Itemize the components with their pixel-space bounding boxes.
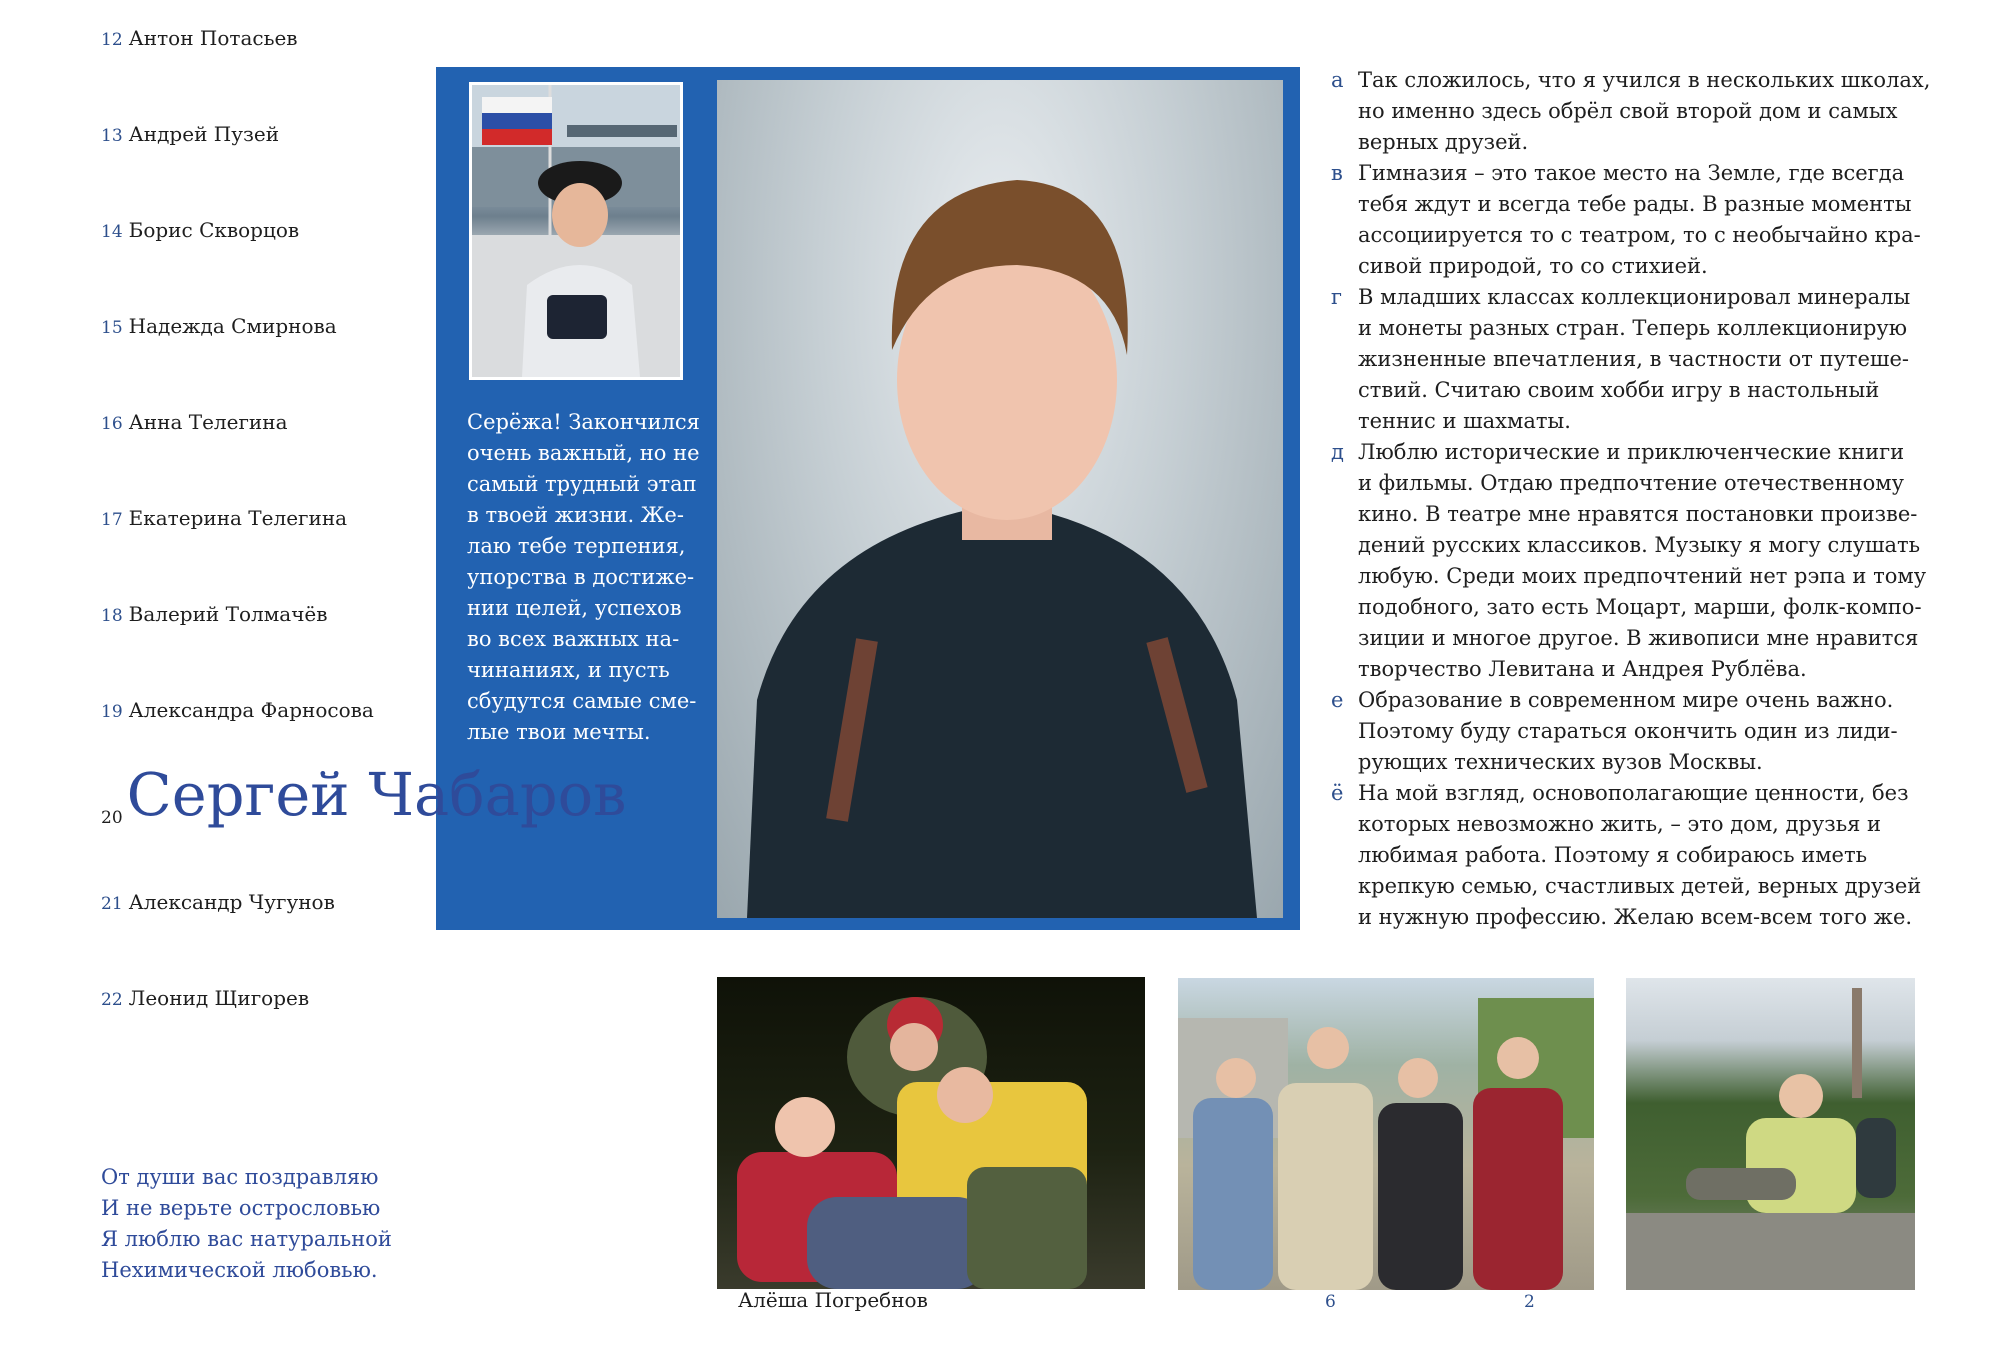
answer-line: зиции и многое другое. В живописи мне нравится <box>1358 626 1919 650</box>
answer-line: ассоциируется то с театром, то с необычайно кра- <box>1358 223 1921 247</box>
roster-name: Анна Телегина <box>128 410 288 434</box>
answer-line: На мой взгляд, основополагающие ценности, без <box>1358 781 1909 805</box>
wishes-line: самый трудный этап <box>467 472 697 496</box>
answer-letter: г <box>1331 285 1343 309</box>
roster-name: Александр Чугунов <box>128 890 335 914</box>
roster-name: Антон Потасьев <box>128 26 298 50</box>
roster-name: Леонид Щигорев <box>128 986 310 1010</box>
answer-line: кино. В театре мне нравятся постановки произве- <box>1358 502 1918 526</box>
student-name-title: Сергей Чабаров <box>126 760 627 829</box>
answer-item <box>1331 437 1971 685</box>
answer-line: В младших классах коллекционировал минералы <box>1358 285 1911 309</box>
poem-line: От души вас поздравляю <box>101 1165 379 1189</box>
answer-line: Так сложилось, что я учился в нескольких школах, <box>1358 68 1931 92</box>
answer-line: Образование в современном мире очень важно. <box>1358 688 1894 712</box>
roster-number: 16 <box>101 414 123 434</box>
answer-line: и фильмы. Отдаю предпочтение отечественному <box>1358 471 1904 495</box>
answer-line: подобного, зато есть Моцарт, марши, фолк-компо- <box>1358 595 1922 619</box>
parapet-photo <box>1626 978 1915 1290</box>
childhood-photo <box>469 82 683 380</box>
roster-number: 13 <box>101 126 123 146</box>
roster-number: 21 <box>101 894 123 914</box>
answer-line: и монеты разных стран. Теперь коллекционирую <box>1358 316 1908 340</box>
photo-caption: Алёша Погребнов <box>738 1288 928 1312</box>
portrait-photo <box>717 80 1283 918</box>
roster-number: 20 <box>101 808 123 828</box>
answer-line: рующих технических вузов Москвы. <box>1358 750 1763 774</box>
answer-letter: а <box>1331 68 1344 92</box>
roster-name: Екатерина Телегина <box>128 506 348 530</box>
roster-number: 14 <box>101 222 123 242</box>
wishes-line: в твоей жизни. Же- <box>467 503 684 527</box>
photo-caption-number: 6 <box>1325 1292 1336 1312</box>
answer-letter: д <box>1331 440 1344 464</box>
answer-line: но именно здесь обрёл свой второй дом и самых <box>1358 99 1898 123</box>
roster-item <box>101 218 299 242</box>
roster-number: 22 <box>101 990 123 1010</box>
answer-line: творчество Левитана и Андрея Рублёва. <box>1358 657 1807 681</box>
answer-letter: е <box>1331 688 1344 712</box>
wishes-line: Серёжа! Закончился <box>467 410 700 434</box>
questionnaire-answers <box>1331 65 1971 933</box>
answer-line: Поэтому буду стараться окончить один из лиди- <box>1358 719 1898 743</box>
answer-line: Гимназия – это такое место на Земле, где всегда <box>1358 161 1905 185</box>
answer-item <box>1331 158 1971 282</box>
farewell-poem <box>101 1162 392 1286</box>
roster-item <box>101 986 309 1010</box>
answer-letter: ё <box>1331 781 1344 805</box>
roster-number: 19 <box>101 702 123 722</box>
answer-line: и нужную профессию. Желаю всем-всем того же. <box>1358 905 1913 929</box>
roster-item <box>101 506 347 530</box>
answer-line: ствий. Считаю своим хобби игру в настольный <box>1358 378 1880 402</box>
photo-caption-number: 2 <box>1524 1292 1535 1312</box>
answer-line: которых невозможно жить, – это дом, друзья и <box>1358 812 1882 836</box>
poem-line: Я люблю вас натуральной <box>101 1227 392 1251</box>
answer-item <box>1331 778 1971 933</box>
wishes-line: лаю тебе терпения, <box>467 534 686 558</box>
roster-number: 17 <box>101 510 123 530</box>
answer-item <box>1331 65 1971 158</box>
roster-item <box>101 122 279 146</box>
roster-number: 12 <box>101 30 123 50</box>
answer-item <box>1331 685 1971 778</box>
answer-line: тебя ждут и всегда тебе рады. В разные моменты <box>1358 192 1912 216</box>
roster-name: Надежда Смирнова <box>128 314 337 338</box>
roster-number: 15 <box>101 318 123 338</box>
wishes-line: во всех важных на- <box>467 627 680 651</box>
wishes-text <box>467 407 699 748</box>
wishes-line: сбудутся самые сме- <box>467 689 697 713</box>
answer-line: любимая работа. Поэтому я собираюсь иметь <box>1358 843 1868 867</box>
roster-name: Александра Фарносова <box>128 698 374 722</box>
answer-item <box>1331 282 1971 437</box>
answer-line: жизненные впечатления, в частности от путеше- <box>1358 347 1909 371</box>
poem-line: И не верьте острословью <box>101 1196 381 1220</box>
answer-line: любую. Среди моих предпочтений нет рэпа и тому <box>1358 564 1927 588</box>
friends-group-photo <box>1178 978 1594 1290</box>
wishes-line: упорства в достиже- <box>467 565 695 589</box>
roster-item <box>101 890 335 914</box>
wishes-line: чинаниях, и пусть <box>467 658 670 682</box>
roster-item <box>101 314 337 338</box>
friends-forest-photo <box>717 977 1145 1289</box>
roster-item <box>101 26 298 50</box>
roster-item <box>101 602 328 626</box>
roster-name: Андрей Пузей <box>128 122 280 146</box>
roster-item <box>101 698 374 722</box>
wishes-line: лые твои мечты. <box>467 720 651 744</box>
answer-line: дений русских классиков. Музыку я могу слушать <box>1358 533 1921 557</box>
answer-line: крепкую семью, счастливых детей, верных друзей <box>1358 874 1922 898</box>
answer-letter: в <box>1331 161 1343 185</box>
answer-line: теннис и шахматы. <box>1358 409 1571 433</box>
answer-line: сивой природой, то со стихией. <box>1358 254 1708 278</box>
wishes-line: нии целей, успехов <box>467 596 682 620</box>
roster-name: Валерий Толмачёв <box>128 602 328 626</box>
answer-line: Люблю исторические и приключенческие книги <box>1358 440 1905 464</box>
roster-item-current <box>101 760 626 829</box>
roster-number: 18 <box>101 606 123 626</box>
poem-line: Нехимической любовью. <box>101 1258 378 1282</box>
roster-item <box>101 410 288 434</box>
wishes-line: очень важный, но не <box>467 441 700 465</box>
roster-name: Борис Скворцов <box>128 218 300 242</box>
answer-line: верных друзей. <box>1358 130 1529 154</box>
